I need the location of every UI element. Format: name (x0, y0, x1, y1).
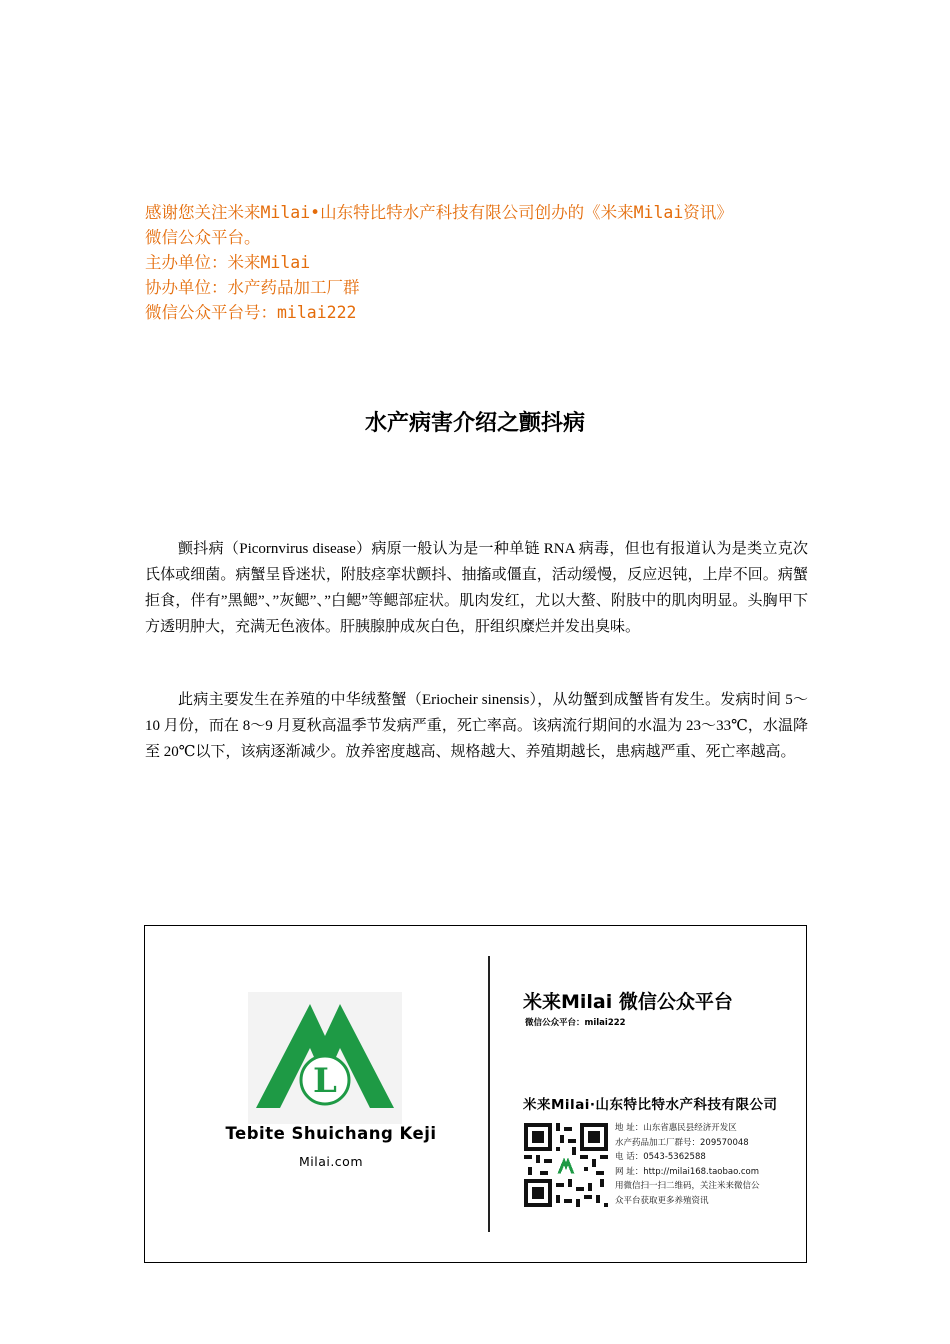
website: 网 址：http://milai168.taobao.com (615, 1166, 759, 1177)
brand-url: Milai.com (298, 1154, 364, 1169)
wechat-platform-title: 米来Milai 微信公众平台 (523, 991, 733, 1013)
phone: 电 话：0543-5362588 (615, 1152, 706, 1162)
scan-tip: 众平台获取更多养殖资讯 (615, 1195, 709, 1206)
article-title: 水产病害介绍之颤抖病 (364, 411, 585, 436)
logo-letter: L (313, 1061, 337, 1101)
wechat-platform-id: 微信公众平台：milai222 (525, 1018, 626, 1028)
scan-tip: 用微信扫一扫二维码，关注米来微信公 (615, 1181, 760, 1191)
intro-header (145, 200, 825, 325)
address: 地 址：山东省惠民县经济开发区 (615, 1123, 737, 1133)
paragraph: 此病主要发生在养殖的中华绒螯蟹（Eriocheir sinensis），从幼蟹到成蟹皆有发生。发病时间 5～10 月份，而在 8～9 月夏秋高温季节发病严重，死亡率高。该病流行期间的水温为 23～33℃，水温降至 20℃以下，该病逐渐减少。放养密度越高、规格越大、养殖期越长，患病越严重、死亡率越高。 (145, 692, 808, 760)
business-card (144, 925, 807, 1263)
contact-info (615, 1121, 760, 1208)
paragraph: 颤抖病（Picornvirus disease）病原一般认为是一种单链 RNA 病毒，但也有报道认为是类立克次氏体或细菌。病蟹呈昏迷状，附肢痉挛状颤抖、抽搐或僵直，活动缓慢，反应迟钝，上岸不回。病蟹拒食，伴有”黑鳃”、”灰鳃”、”白鳃”等鳃部症状。肌肉发红，尤以大螯、附肢中的肌肉明显。头胸甲下方透明肿大，充满无色液体。肝胰腺肿成灰白色，肝组织糜烂并发出臭味。 (145, 541, 808, 635)
divider (488, 956, 490, 1232)
company-name: 米来Milai·山东特比特水产科技有限公司 (523, 1097, 778, 1113)
intro-line: 感谢您关注米来Milai•山东特比特水产科技有限公司创办的《米来Milai资讯》 (145, 203, 733, 222)
wechat-account: 微信公众平台号：milai222 (145, 303, 357, 322)
co-host-unit: 协办单位：水产药品加工厂群 (145, 278, 360, 297)
intro-line: 微信公众平台。 (145, 228, 261, 247)
group-number: 水产药品加工厂群号：209570048 (615, 1137, 749, 1148)
brand-name: Tebite Shuichang Keji (225, 1124, 437, 1143)
host-unit: 主办单位：米来Milai (145, 253, 311, 272)
qr-code-icon (524, 1123, 608, 1207)
milai-logo-icon (248, 996, 402, 1126)
